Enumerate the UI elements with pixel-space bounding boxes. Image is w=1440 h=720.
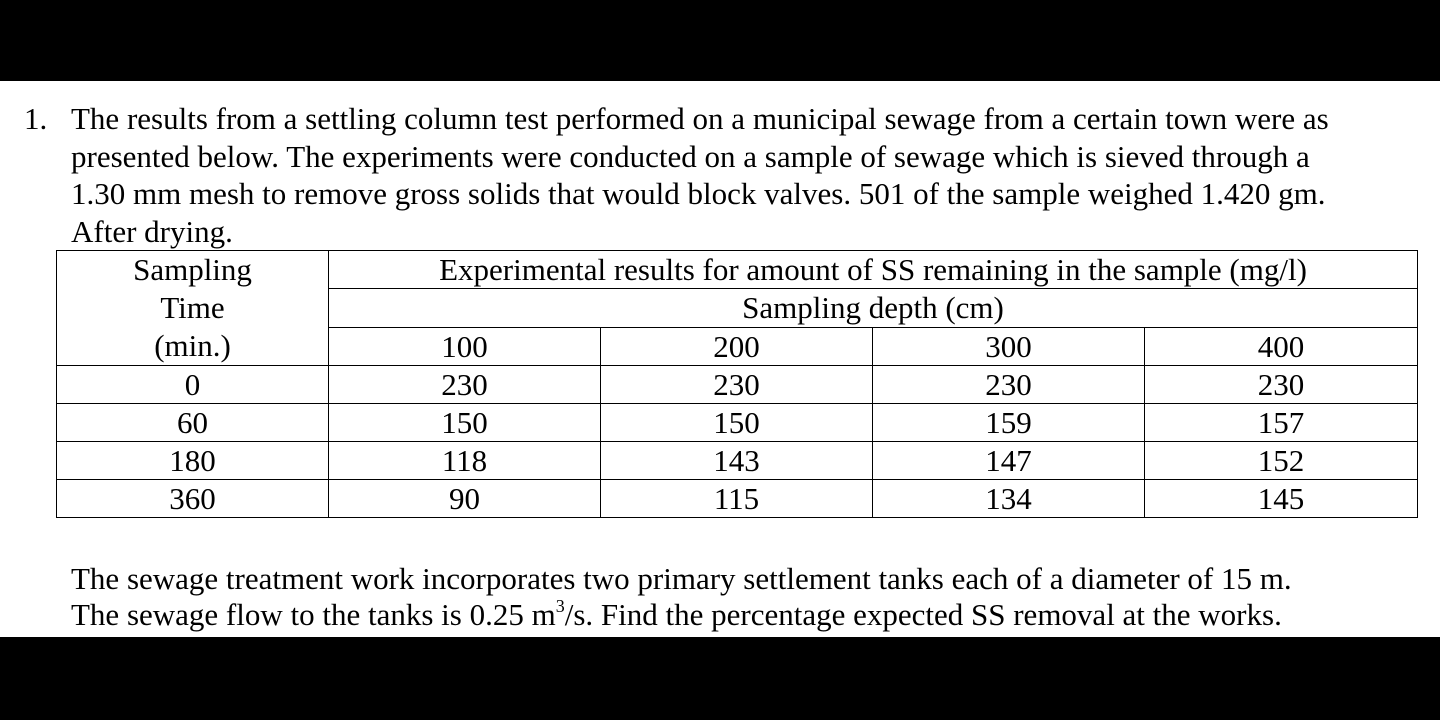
depth-cell: 100 xyxy=(329,327,601,365)
value-cell: 90 xyxy=(329,480,601,518)
value-cell: 150 xyxy=(601,404,873,442)
table-header-row xyxy=(57,251,1418,289)
question-text xyxy=(71,100,1411,250)
document-page xyxy=(0,81,1440,637)
time-cell: 360 xyxy=(57,480,329,518)
value-cell: 134 xyxy=(873,480,1145,518)
depth-cell: 200 xyxy=(601,327,873,365)
question-number: 1. xyxy=(24,101,48,136)
sampling-time-header: Sampling Time (min.) xyxy=(57,251,329,366)
value-cell: 230 xyxy=(329,366,601,404)
question-line: After drying. xyxy=(71,213,233,249)
value-cell: 147 xyxy=(873,442,1145,480)
value-cell: 157 xyxy=(1145,404,1418,442)
depth-cell: 300 xyxy=(873,327,1145,365)
value-cell: 115 xyxy=(601,480,873,518)
value-cell: 230 xyxy=(1145,366,1418,404)
depth-cell: 400 xyxy=(1145,327,1418,365)
table-row xyxy=(57,404,1418,442)
value-cell: 230 xyxy=(601,366,873,404)
question-line: The results from a settling column test performed on a municipal sewage from a certain town were as xyxy=(71,101,1329,136)
value-cell: 159 xyxy=(873,404,1145,442)
value-cell: 230 xyxy=(873,366,1145,404)
sampling-depth-header: Sampling depth (cm) xyxy=(329,289,1418,327)
time-cell: 180 xyxy=(57,442,329,480)
question-line: presented below. The experiments were conducted on a sample of sewage which is sieved through a xyxy=(71,138,1310,174)
value-cell: 152 xyxy=(1145,442,1418,480)
footer-line: The sewage treatment work incorporates two primary settlement tanks each of a diameter of 15 m. xyxy=(71,561,1292,596)
footer-line: The sewage flow to the tanks is 0.25 $m^3/s$. Find the percentage expected SS removal at the works. xyxy=(71,596,1282,632)
table-row xyxy=(57,366,1418,404)
results-header: Experimental results for amount of SS remaining in the sample (mg/l) xyxy=(329,251,1418,289)
question-line: 1.30 mm mesh to remove gross solids that would block valves. 501 of the sample weighed 1.420 gm. xyxy=(71,176,1326,211)
time-cell: 0 xyxy=(57,366,329,404)
value-cell: 118 xyxy=(329,442,601,480)
follow-up-text xyxy=(71,560,1411,632)
table-row xyxy=(57,480,1418,518)
value-cell: 150 xyxy=(329,404,601,442)
table-row xyxy=(57,442,1418,480)
value-cell: 143 xyxy=(601,442,873,480)
time-cell: 60 xyxy=(57,404,329,442)
settling-results-table xyxy=(56,250,1418,518)
value-cell: 145 xyxy=(1145,480,1418,518)
